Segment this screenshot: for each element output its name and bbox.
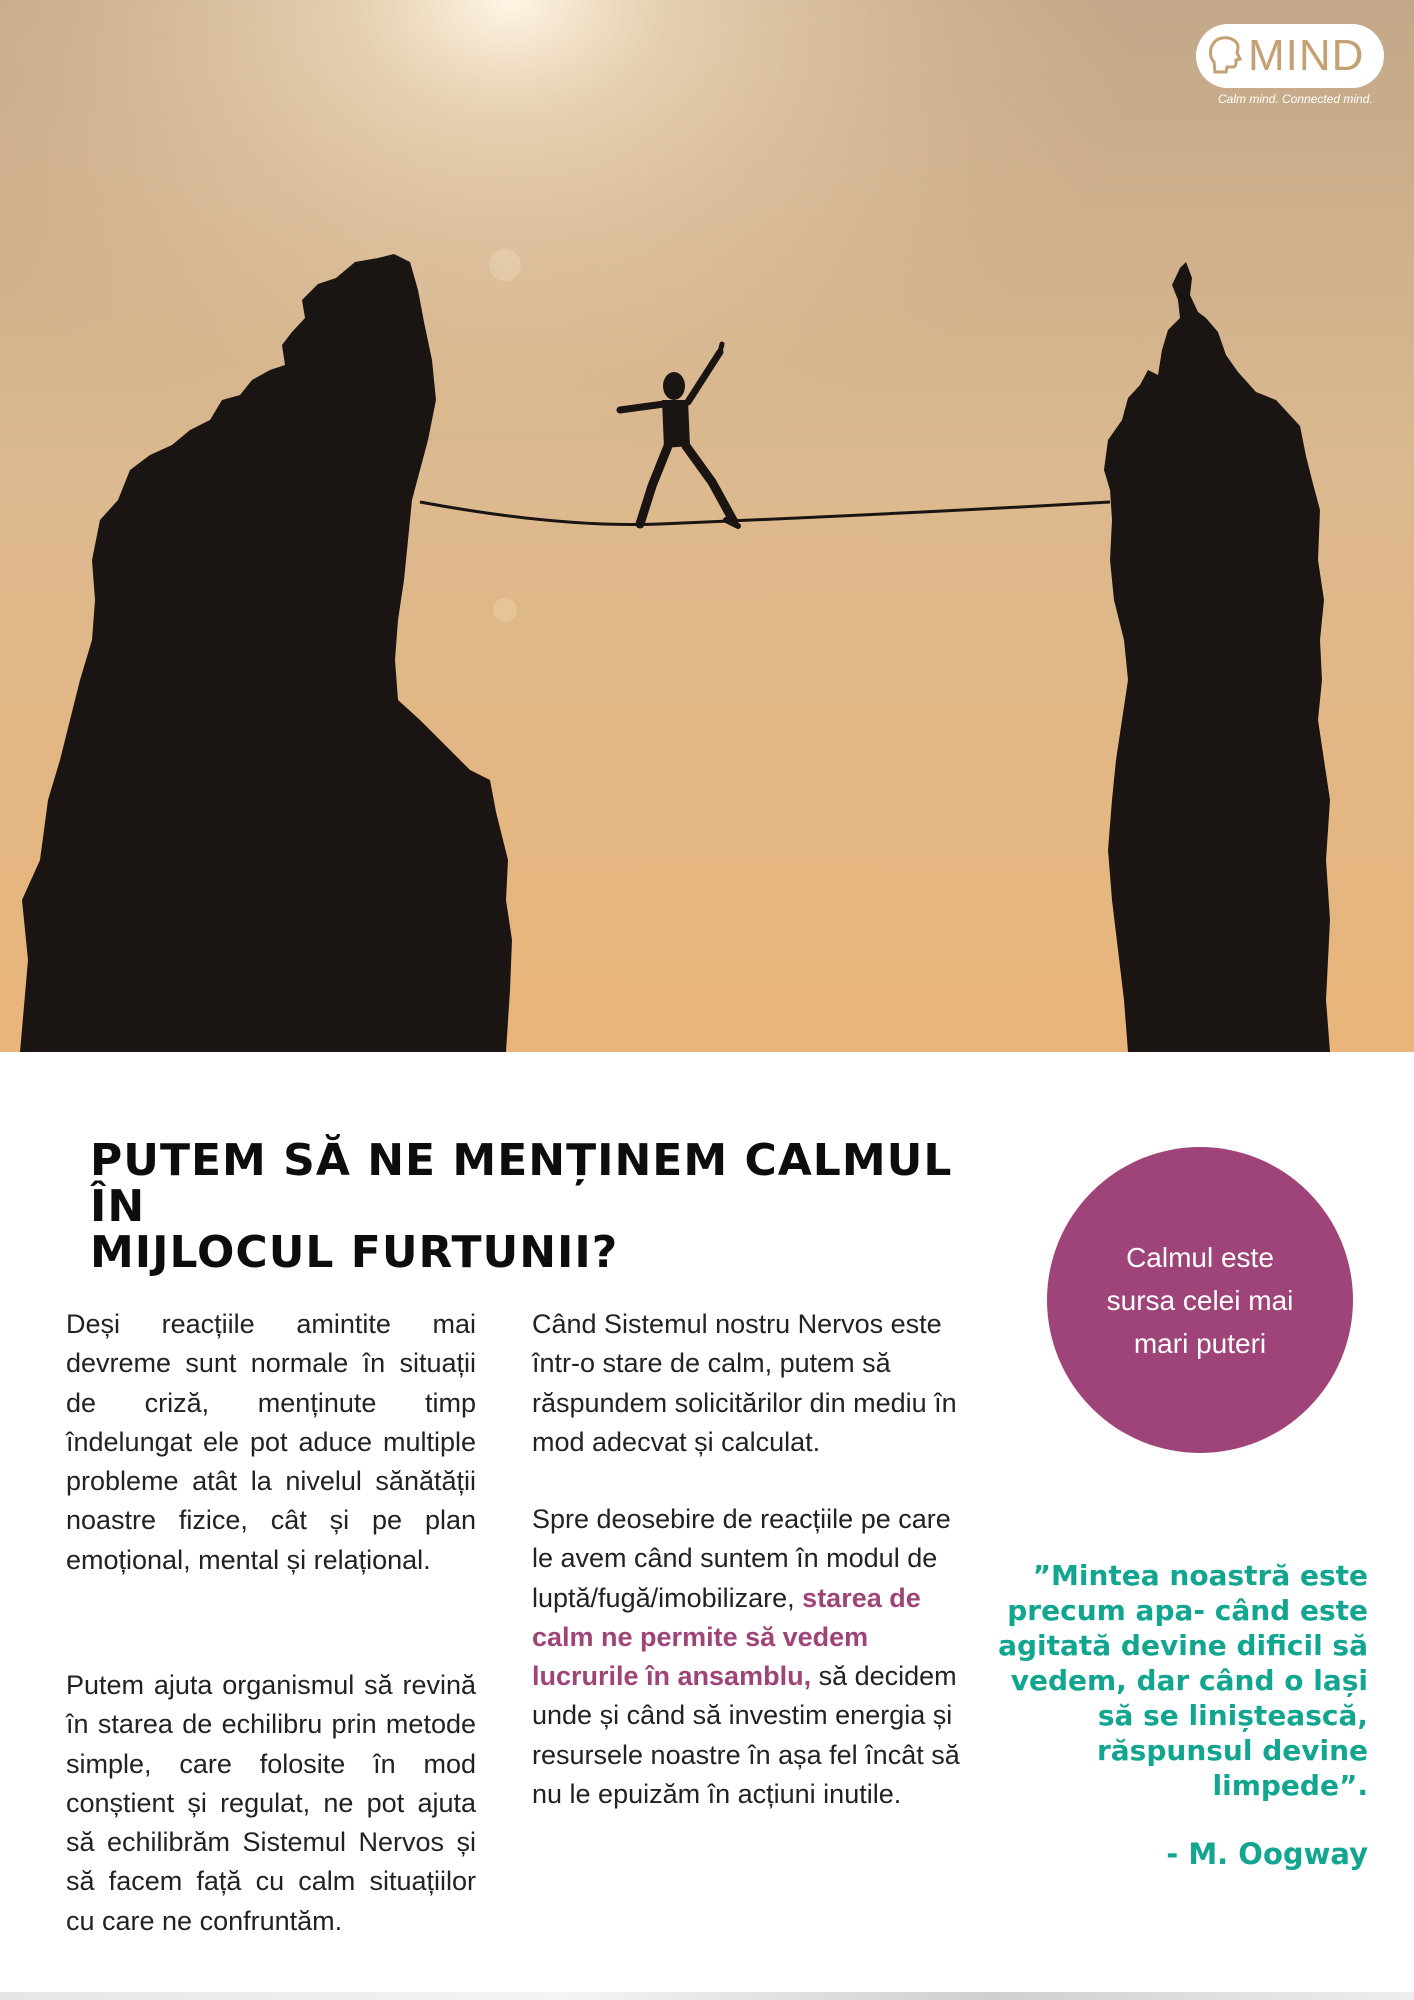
column2-paragraph1: Când Sistemul nostru Nervos este într-o stare de calm, putem să răspundem solicitărilor din mediu în mod adecvat și calculat. <box>532 1309 957 1457</box>
column1-paragraph1: Deși reacțiile amintite mai devreme sunt normale în situații de criză, menținute timp îndelungat ele pot aduce multiple probleme atât la nivelul sănătății noastre fizice, cât și pe plan emoțional, mental și relațional. <box>66 1309 476 1575</box>
paragraph2-intro: Spre deosebire de reacțiile pe care le avem când suntem în modul de luptă/fugă/imobilizare, <box>532 1504 951 1613</box>
logo-text: MIND <box>1248 31 1365 80</box>
callout-circle <box>1047 1147 1353 1453</box>
logo-tagline: Calm mind. Connected mind. <box>1218 92 1373 106</box>
column2-paragraph2 <box>532 1500 972 1814</box>
highlighted-text: starea de calm ne permite să vedem lucrurile în ansamblu, <box>532 1582 921 1692</box>
mind-logo <box>1196 24 1386 114</box>
title-line-1: PUTEM SĂ NE MENȚINEM CALMUL ÎN <box>90 1135 953 1232</box>
quote-text: ”Mintea noastră este precum apa- când este agitată devine dificil să vedem, dar când o lași să se liniștească, răspunsul devine limpede”. <box>998 1559 1368 1802</box>
paragraph2-rest: să decidem unde și când să investim energia și resursele noastre în așa fel încât să nu le epuizăm în acțiuni inutile. <box>532 1661 960 1810</box>
head-profile-icon <box>1206 34 1246 78</box>
bottom-image-strip <box>0 1992 1414 2000</box>
quote-author: - M. Oogway <box>1166 1837 1368 1871</box>
callout-text: Calmul este sursa celei mai mari puteri <box>1106 1241 1294 1359</box>
page-title <box>90 1135 1010 1278</box>
title-line-2: MIJLOCUL FURTUNII? <box>90 1227 619 1278</box>
column1-paragraph2: Putem ajuta organismul să revină în starea de echilibru prin metode simple, care folosite în mod conștient și regulat, ne pot ajuta să echilibrăm Sistemul Nervos și să facem față cu calm situațiilor cu care ne confruntăm. <box>66 1670 476 1936</box>
